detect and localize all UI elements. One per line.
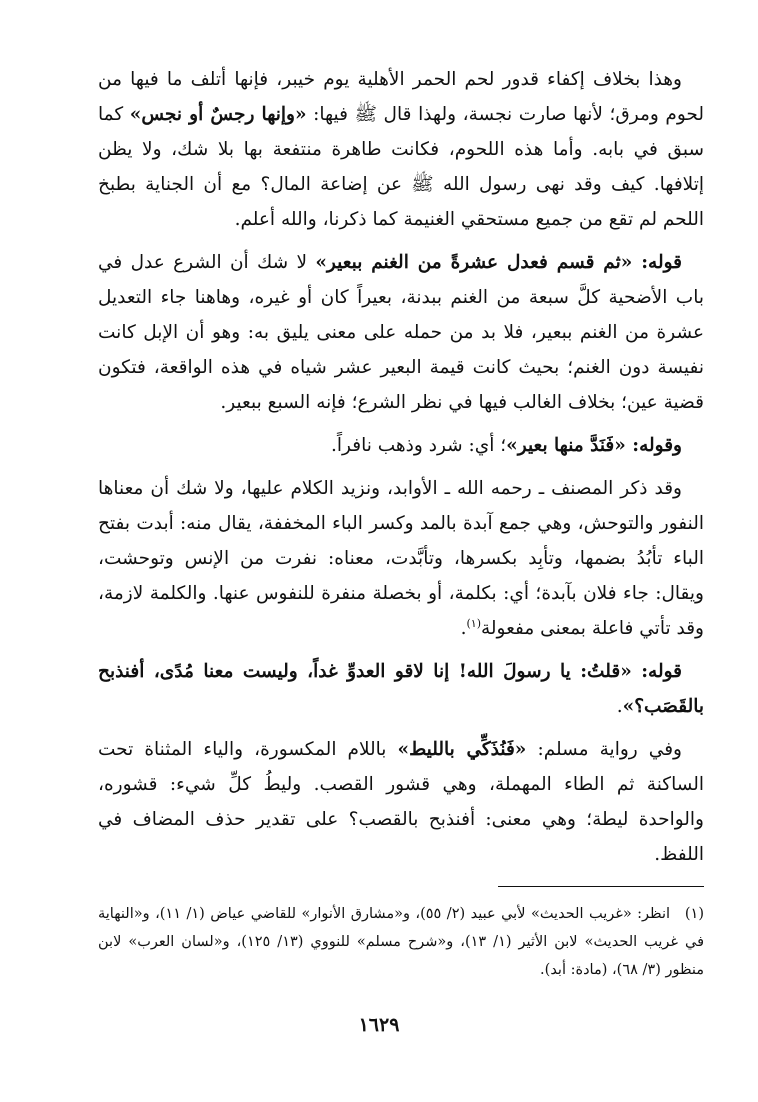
page-number: ١٦٢٩ bbox=[358, 1014, 400, 1036]
footnote-text: انظر: «غريب الحديث» لأبي عبيد (٢/ ٥٥)، و«مشارق الأنوار» للقاضي عياض (١/ ١١)، و«النهاية في غريب الحديث» لابن الأثير (١/ ١٣)، و«شرح مسلم» للنووي (١٣/ ١٢٥)، و«لسان العرب» لابن منظور (٣/ ٦٨)، (مادة: أبد). bbox=[98, 906, 705, 978]
footnote-separator bbox=[498, 886, 704, 887]
p4-seg-0: وقد ذكر المصنف ـ رحمه الله ـ الأوابد، ونزيد الكلام عليها، ولا شك أن معناها النفور والتوحش، وهي جمع آبدة بالمد وكسر الباء المخففة، يقال منه: أبدت بفتح الباء تأبُدُ بضمها، وتأبِد بكسرها، وتأبَّدت، معناه: نفرت من الإنس وتوحشت، ويقال: جاء فلان بآبدة؛ أي: بكلمة، أو بخصلة منفرة للنفوس عنها. والكلمة لازمة، وقد تأتي فاعلة بمعنى مفعولة bbox=[98, 478, 704, 639]
footnote-number: (١) bbox=[684, 906, 705, 922]
p2-heading: قوله: «ثم قسم فعدل عشرةً من الغنم ببعير» bbox=[315, 252, 683, 273]
p2-seg-1: لا شك أن الشرع عدل في باب الأضحية كلَّ سبعة من الغنم ببدنة، بعيراً كان أو غيره، وهاهنا جاء التعديل عشرة من الغنم ببعير، فلا بد من حمله على معنى يليق به: وهو أن الإبل كانت نفيسة دون الغنم؛ بحيث كانت قيمة البعير عشر شياه في هذه الواقعة، فتكون قضية عين؛ بخلاف الغالب فيها في نظر الشرع؛ فإنه السبع ببعير. bbox=[98, 252, 704, 413]
p1-seg-0: وهذا بخلاف إكفاء قدور لحم الحمر الأهلية يوم خيبر، فإنها أتلف ما فيها من لحوم ومرق؛ لأنها صارت نجسة، ولهذا قال ﷺ فيها: bbox=[98, 69, 704, 125]
p5-seg-1: . bbox=[616, 696, 623, 717]
paragraph-1 bbox=[98, 62, 704, 237]
p6-quote: «فَنُذَكِّي بالليط» bbox=[397, 739, 527, 760]
paragraph-6 bbox=[98, 732, 704, 872]
p3-seg-1: ؛ أي: شرد وذهب نافراً. bbox=[331, 435, 507, 456]
page-body bbox=[98, 62, 704, 880]
p1-quote-hadith: «وإنها رجسٌ أو نجس» bbox=[129, 104, 307, 125]
paragraph-5 bbox=[98, 654, 704, 724]
paragraph-4 bbox=[98, 471, 704, 646]
p4-seg-2: . bbox=[460, 618, 467, 639]
footnote-ref-1[interactable]: (١) bbox=[466, 616, 481, 630]
footnote-1 bbox=[98, 900, 704, 984]
paragraph-3 bbox=[98, 428, 704, 463]
p5-heading: قوله: «قلتُ: يا رسولَ الله! إنا لاقو العدوِّ غداً، وليست معنا مُدًى، أفنذبح بالقَصَب؟» bbox=[98, 661, 704, 717]
p1-seg-2: كما سبق في بابه. وأما هذه اللحوم، فكانت طاهرة منتفعة بها بلا شك، ولا يظن إتلافها. كيف وقد نهى رسول الله ﷺ عن إضاعة المال؟ مع أن الجناية بطبخ اللحم لم تقع من جميع مستحقي الغنيمة كما ذكرنا، والله أعلم. bbox=[98, 104, 704, 230]
p6-seg-0: وفي رواية مسلم: bbox=[526, 739, 682, 760]
footnotes bbox=[98, 900, 704, 984]
p6-seg-2: باللام المكسورة، والياء المثناة تحت الساكنة ثم الطاء المهملة، وهي قشور القصب. وليطُ كلِّ شيء: قشوره، والواحدة ليطة؛ وهي معنى: أفنذبح بالقصب؟ على تقدير حذف المضاف في اللفظ. bbox=[98, 739, 704, 865]
paragraph-2 bbox=[98, 245, 704, 420]
p3-heading: وقوله: «فَنَدَّ منها بعير» bbox=[506, 435, 682, 456]
